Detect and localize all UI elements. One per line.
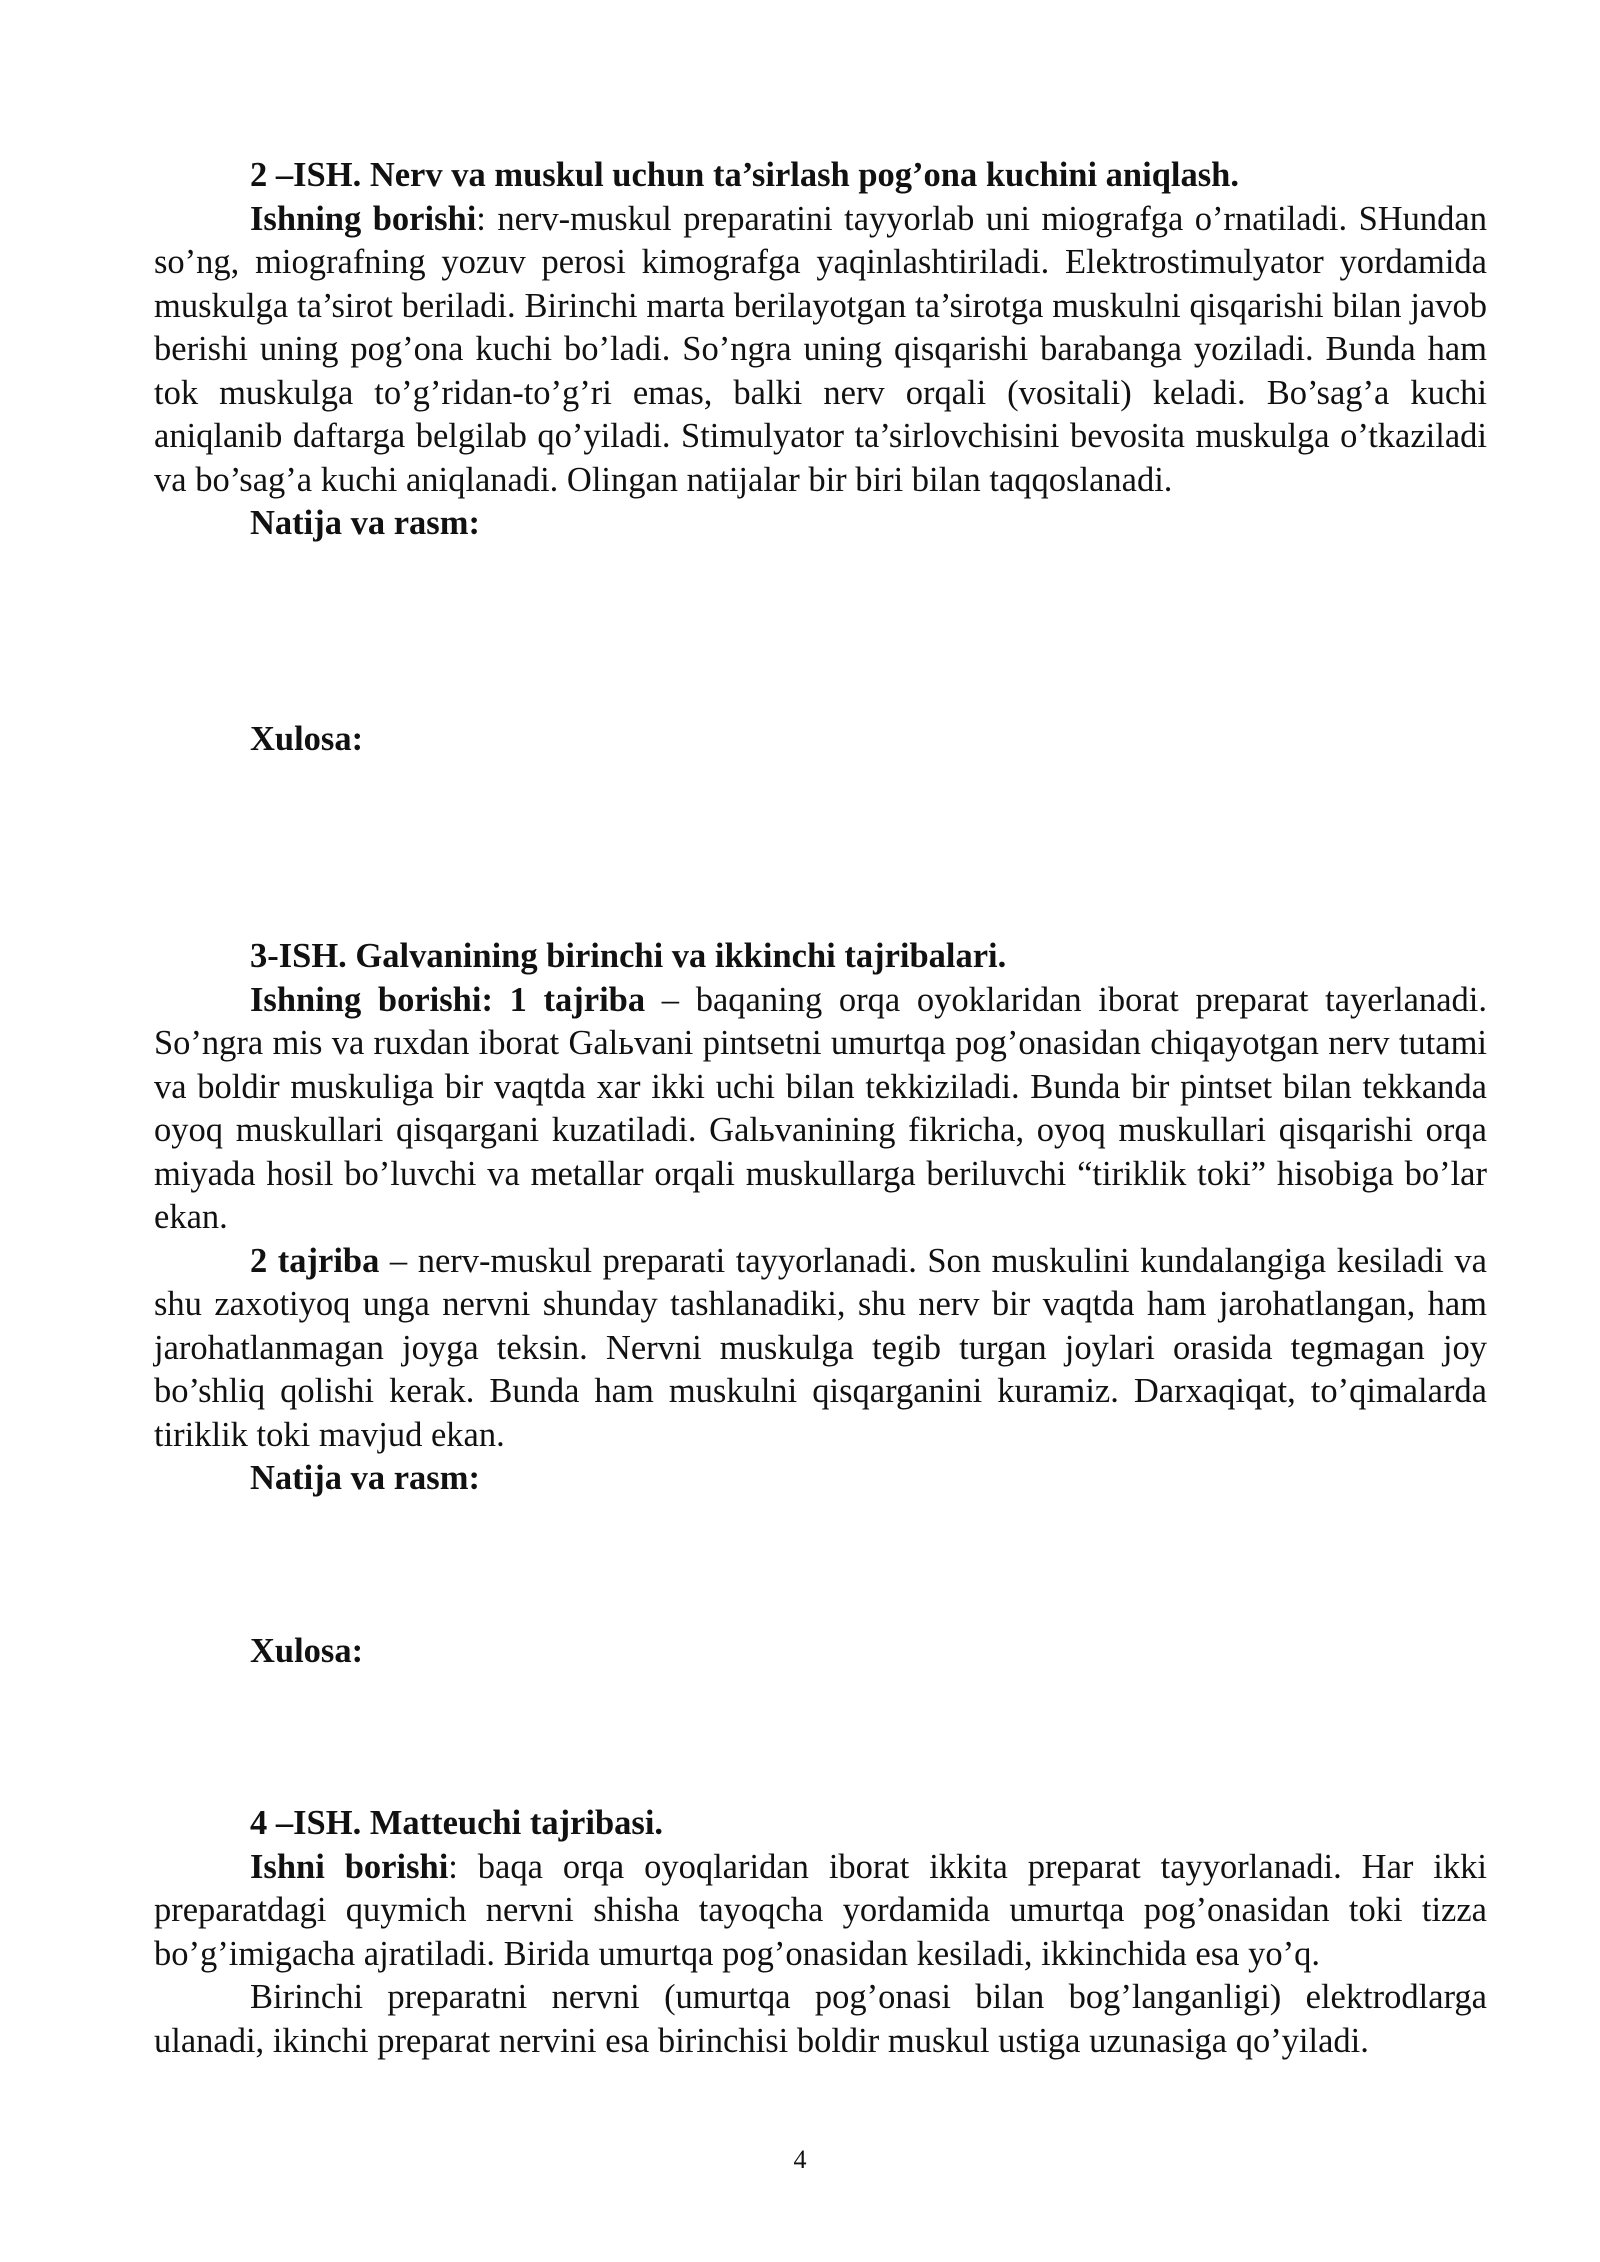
- section-2: [154, 154, 1487, 546]
- section-3-conclusion: [154, 1630, 1487, 1674]
- section-2-lead: Ishning borishi: [250, 199, 477, 238]
- section-2-conclusion-label: Xulosa:: [250, 720, 364, 758]
- section-4-paragraph-2: Birinchi preparatni nervni (umurtqa pog’onasi bilan bog’langanligi) elektrodlarga ulanadi, ikinchi preparat nervini esa birinchisi boldir muskul ustiga uzunasiga qo’yiladi.: [154, 1978, 1487, 2060]
- section-3: [154, 935, 1487, 1501]
- section-2-title: 2 –ISH. Nerv va muskul uchun ta’sirlash pog’ona kuchini aniqlash.: [250, 156, 1239, 194]
- section-3-paragraph-1: [154, 979, 1487, 1240]
- section-3-title: 3-ISH. Galvanining birinchi va ikkinchi tajribalari.: [250, 937, 1007, 975]
- section-2-result-label: Natija va rasm:: [250, 504, 480, 542]
- section-3-lead-2: 2 tajriba: [250, 1241, 380, 1280]
- section-3-lead-1: Ishning borishi: 1 tajriba: [250, 980, 646, 1019]
- section-4: [154, 1802, 1487, 2063]
- section-4-lead-1: Ishni borishi: [250, 1847, 449, 1886]
- section-4-body-1: : baqa orqa oyoqlaridan iborat ikkita preparat tayyorlanadi. Har ikki preparatdagi quymich nervni shisha tayoqcha yordamida umurtqa pog’onasidan toki tizza bo’g’imigacha ajratiladi. Birida umurtqa pog’onasidan kesiladi, ikkinchida esa yo’q.: [154, 1847, 1487, 1973]
- page-number: 4: [793, 2145, 807, 2174]
- section-3-body-2: – nerv-muskul preparati tayyorlanadi. Son muskulini kundalangiga kesiladi va shu zaxotiyoq unga nervni shunday tashlanadiki, shu nerv bir vaqtda ham jarohatlangan, ham jarohatlanmagan joyga teksin. Nervni muskulga tegib turgan joylari orasida tegmagan joy bo’shliq qolishi kerak. Bunda ham muskulni qisqarganini kuramiz. Darxaqiqat, to’qimalarda tiriklik toki mavjud ekan.: [154, 1241, 1487, 1454]
- section-2-conclusion: [154, 718, 1487, 762]
- section-3-result-label: Natija va rasm:: [250, 1459, 480, 1497]
- section-3-body-1: – baqaning orqa oyoklaridan iborat preparat tayerlanadi. So’ngra mis va ruxdan iborat Galьvani pintsetni umurtqa pog’onasidan chiqayotgan nerv tutami va boldir muskuliga bir vaqtda xar ikki uchi bilan tekkiziladi. Bunda bir pintset bilan tekkanda oyoq muskullari qisqargani kuzatiladi. Galьvanining fikricha, oyoq muskullari qisqarishi orqa miyada hosil bo’luvchi va metallar orqali muskullarga beriluvchi “tiriklik toki” hisobiga bo’lar ekan.: [154, 980, 1488, 1236]
- section-3-conclusion-label: Xulosa:: [250, 1632, 364, 1670]
- section-4-title: 4 –ISH. Matteuchi tajribasi.: [250, 1804, 664, 1842]
- section-4-paragraph-1: [154, 1846, 1487, 1977]
- section-2-paragraph: [154, 198, 1487, 503]
- section-2-body: : nerv-muskul preparatini tayyorlab uni miografga o’rnatiladi. SHundan so’ng, miografning yozuv perosi kimografga yaqinlashtiriladi. Elektrostimulyator yordamida muskulga ta’sirot beriladi. Birinchi marta berilayotgan ta’sirotga muskulni qisqarishi bilan javob berishi uning pog’ona kuchi bo’ladi. So’ngra uning qisqarishi barabanga yoziladi. Bunda ham tok muskulga to’g’ridan-to’g’ri emas, balki nerv orqali (vositali) keladi. Bo’sag’a kuchi aniqlanib daftarga belgilab qo’yiladi. Stimulyator ta’sirlovchisini bevosita muskulga o’tkaziladi va bo’sag’a kuchi aniqlanadi. Olingan natijalar bir biri bilan taqqoslanadi.: [154, 199, 1487, 499]
- section-3-paragraph-2: [154, 1240, 1487, 1458]
